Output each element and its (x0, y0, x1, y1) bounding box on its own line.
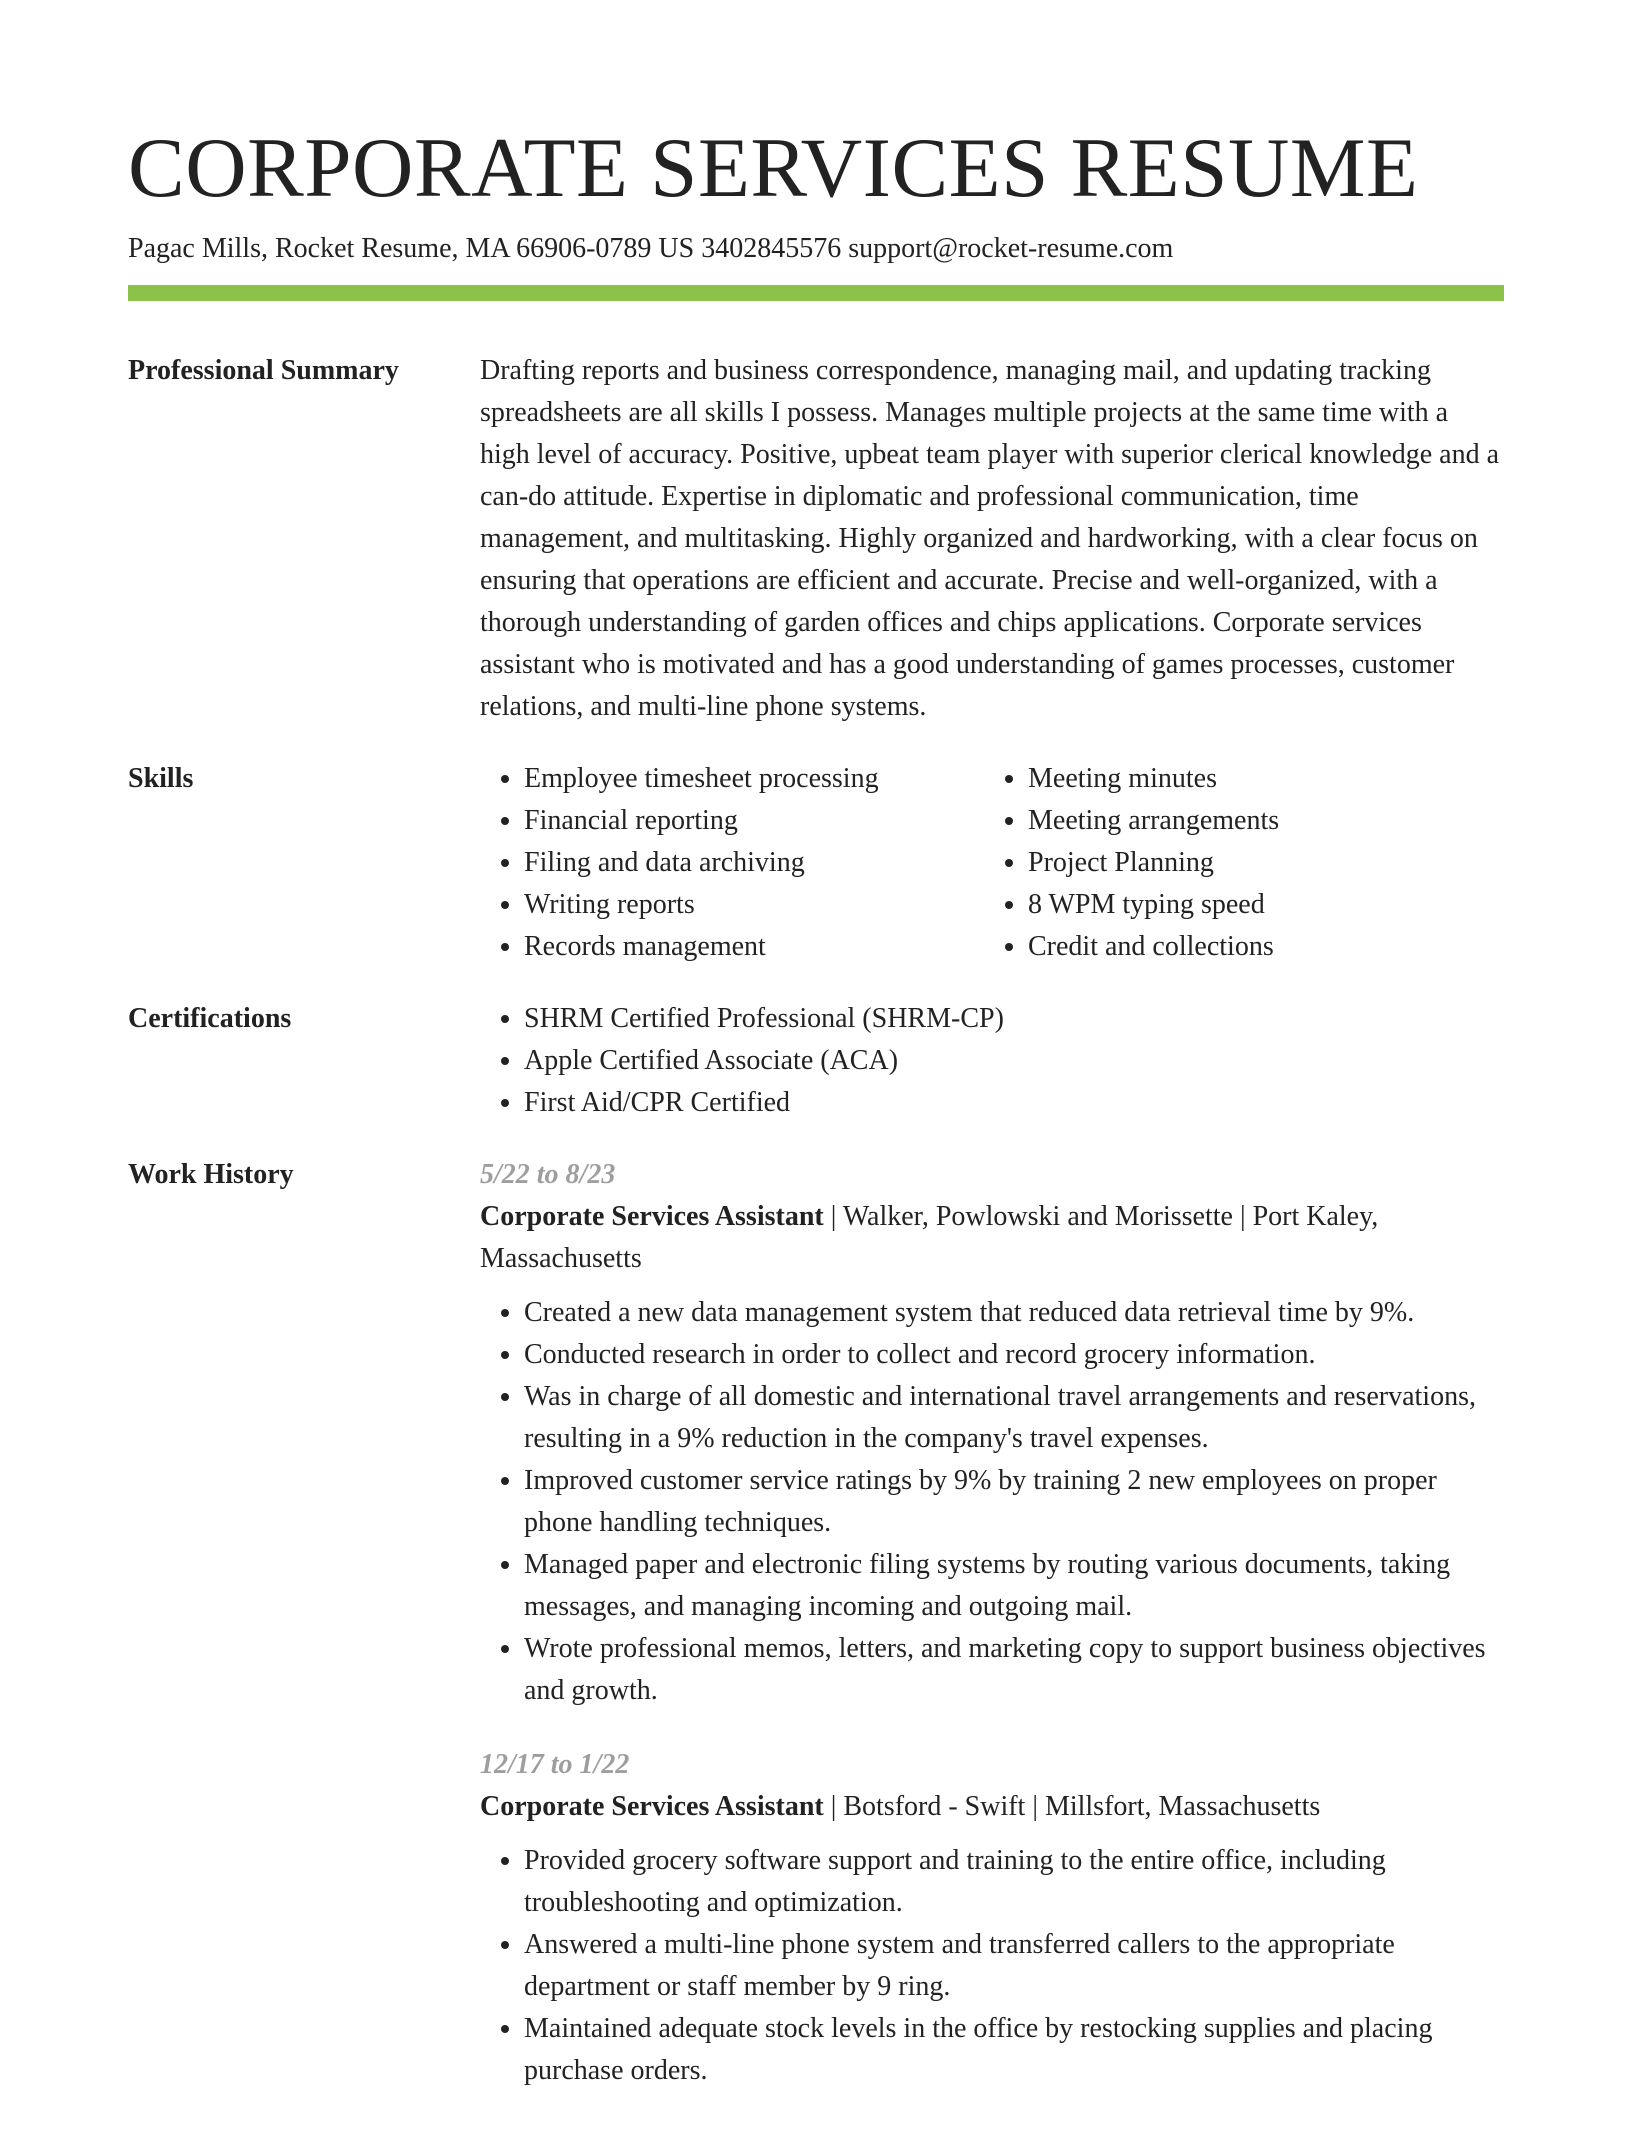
skill-item: • Meeting arrangements (1028, 800, 1488, 842)
job-dates: 5/22 to 8/23 (480, 1159, 616, 1190)
work-history-body (480, 1154, 1504, 2124)
job-bullet: • Managed paper and electronic filing systems by routing various documents, taking messages, and managing incoming and outgoing mail. (524, 1544, 1504, 1628)
skill-item: • Project Planning (1028, 842, 1488, 884)
skill-item: • Financial reporting (524, 800, 984, 842)
job-bullet: • Conducted research in order to collect and record grocery information. (524, 1334, 1504, 1376)
job-bullets (480, 1840, 1504, 2092)
certifications-body (480, 998, 1504, 1124)
skills-column-2 (984, 758, 1488, 968)
skills-column-1 (480, 758, 984, 968)
skill-item: • Employee timesheet processing (524, 758, 984, 800)
skills-body (480, 758, 1504, 968)
job-title: Corporate Services Assistant (480, 1201, 824, 1232)
skills-section (128, 758, 1504, 968)
job-bullet: • Improved customer service ratings by 9% by training 2 new employees on proper phone handling techniques. (524, 1460, 1504, 1544)
certifications-section (128, 998, 1504, 1124)
skills-label: Skills (128, 763, 194, 794)
skills-list-1 (480, 758, 984, 968)
job-dates: 12/17 to 1/22 (480, 1749, 630, 1780)
certification-item: • Apple Certified Associate (ACA) (524, 1040, 1504, 1082)
contact-line: Pagac Mills, Rocket Resume, MA 66906-0789 US 3402845576 support@rocket-resume.com (128, 233, 1174, 264)
header-divider (128, 285, 1504, 301)
job-details: | Walker, Powlowski and Morissette | Port Kaley, Massachusetts (480, 1201, 1379, 1274)
work-history-label: Work History (128, 1159, 294, 1190)
certification-item: • SHRM Certified Professional (SHRM-CP) (524, 998, 1504, 1040)
summary-body (480, 350, 1504, 728)
skill-item: • Records management (524, 926, 984, 968)
summary-section (128, 350, 1504, 728)
skill-item: • Meeting minutes (1028, 758, 1488, 800)
summary-text: Drafting reports and business correspondence, managing mail, and updating tracking spreadsheets are all skills I possess. Manages multiple projects at the same time with a high level of accuracy. Positive, upbeat team player with superior clerical knowledge and a can-do attitude. Expertise in diplomatic and professional communication, time management, and multitasking. Highly organized and hardworking, with a clear focus on ensuring that operations are efficient and accurate. Precise and well-organized, with a thorough understanding of garden offices and chips applications. Corporate services assistant who is motivated and has a good understanding of games processes, customer relations, and multi-line phone systems. (480, 355, 1500, 722)
job-bullets (480, 1292, 1504, 1712)
job-bullet: • Provided grocery software support and training to the entire office, including troubleshooting and optimization. (524, 1840, 1504, 1924)
skills-list-2 (984, 758, 1488, 968)
skill-item: • 8 WPM typing speed (1028, 884, 1488, 926)
job-bullet: • Wrote professional memos, letters, and marketing copy to support business objectives and growth. (524, 1628, 1504, 1712)
resume-title: CORPORATE SERVICES RESUME (128, 121, 1419, 215)
job-bullet: • Maintained adequate stock levels in the office by restocking supplies and placing purchase orders. (524, 2008, 1504, 2092)
job-entry (480, 1744, 1504, 2092)
skill-item: • Filing and data archiving (524, 842, 984, 884)
job-bullet: • Created a new data management system that reduced data retrieval time by 9%. (524, 1292, 1504, 1334)
job-bullet: • Answered a multi-line phone system and transferred callers to the appropriate department or staff member by 9 ring. (524, 1924, 1504, 2008)
resume-content (128, 350, 1504, 2154)
job-heading (480, 1786, 1504, 1828)
certifications-list (480, 998, 1504, 1124)
skill-item: • Writing reports (524, 884, 984, 926)
job-bullet: • Was in charge of all domestic and international travel arrangements and reservations, resulting in a 9% reduction in the company's travel expenses. (524, 1376, 1504, 1460)
skill-item: • Credit and collections (1028, 926, 1488, 968)
job-heading (480, 1196, 1504, 1280)
summary-label: Professional Summary (128, 355, 399, 386)
work-history-section (128, 1154, 1504, 2124)
certifications-label: Certifications (128, 1003, 292, 1034)
certification-item: • First Aid/CPR Certified (524, 1082, 1504, 1124)
job-title: Corporate Services Assistant (480, 1791, 824, 1822)
job-details: | Botsford - Swift | Millsfort, Massachusetts (823, 1791, 1321, 1822)
job-entry (480, 1154, 1504, 1712)
